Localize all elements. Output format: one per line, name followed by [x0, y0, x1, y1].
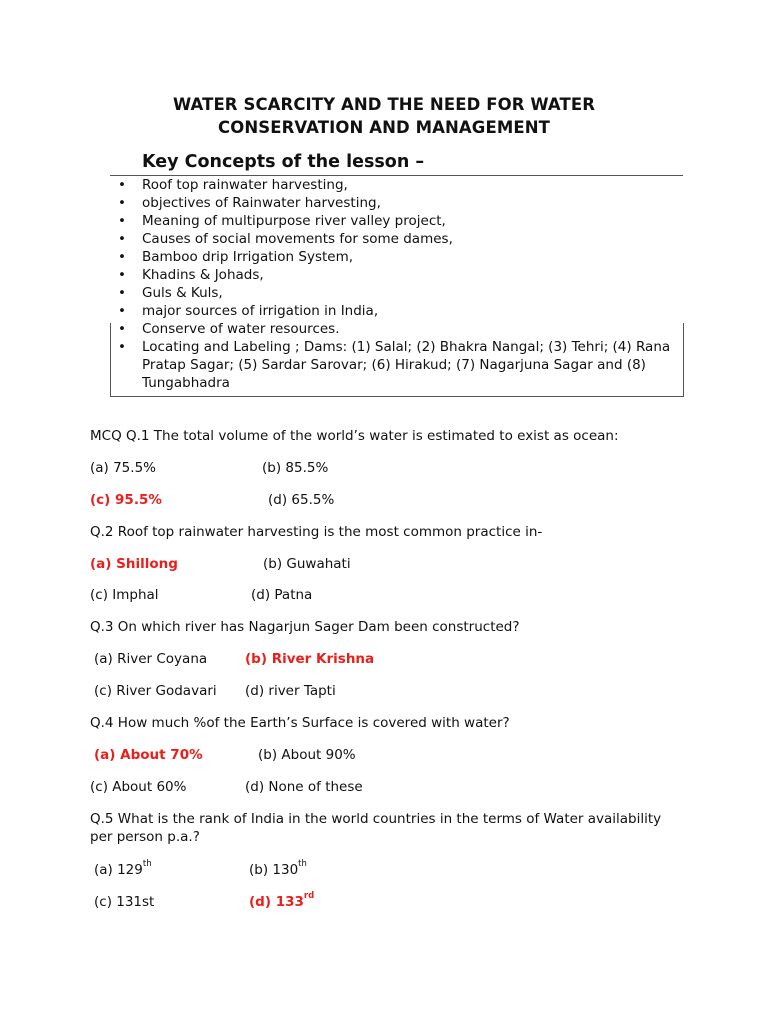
q1-option-b: (b) 85.5% [262, 460, 329, 476]
concept-item [110, 248, 675, 266]
concept-text: Conserve of water resources. [142, 321, 340, 337]
question-3-text: Q.3 On which river has Nagarjun Sager Dam been constructed? [90, 619, 520, 635]
key-concepts-list [110, 176, 675, 392]
concept-text: Roof top rainwater harvesting, [142, 177, 348, 193]
concept-text: objectives of Rainwater harvesting, [142, 195, 381, 211]
concept-text: major sources of irrigation in India, [142, 303, 379, 319]
concept-text: Bamboo drip Irrigation System, [142, 249, 354, 265]
q3-option-b-answer: (b) River Krishna [245, 651, 375, 667]
q2-option-c: (c) Imphal [90, 587, 159, 603]
key-concepts-heading: Key Concepts of the lesson – [142, 152, 425, 172]
concept-item [110, 338, 675, 392]
q5-option-a-suffix: th [142, 859, 152, 869]
bullet-icon: • [118, 213, 126, 229]
concept-item [110, 230, 675, 248]
q3-option-c: (c) River Godavari [94, 683, 217, 699]
document-title-line-2: CONSERVATION AND MANAGEMENT [218, 118, 550, 137]
bullet-icon: • [118, 231, 126, 247]
q5-option-a [94, 859, 152, 878]
bullet-icon: • [118, 321, 126, 337]
bullet-icon: • [118, 339, 126, 355]
concept-item [110, 194, 675, 212]
concept-item [110, 302, 675, 320]
question-2-text: Q.2 Roof top rainwater harvesting is the most common practice in- [90, 524, 543, 540]
bullet-icon: • [118, 285, 126, 301]
q4-option-a-answer: (a) About 70% [94, 747, 203, 763]
concept-item [110, 284, 675, 302]
concept-item [110, 266, 675, 284]
document-title-line-1: WATER SCARCITY AND THE NEED FOR WATER [172, 95, 596, 114]
q5-option-b-label: (b) 130 [249, 862, 299, 878]
concept-text: Locating and Labeling ; Dams: (1) Salal; (2) Bhakra Nangal; (3) Tehri; (4) Rana Pratap Sagar; (5) Sardar Sarovar; (6) Hirakud; (7) Nagarjuna Sagar and (8) Tungabhadra [142, 339, 671, 391]
q3-option-a: (a) River Coyana [94, 651, 208, 667]
bullet-icon: • [118, 267, 126, 283]
q2-option-b: (b) Guwahati [263, 556, 351, 572]
q5-option-b [249, 859, 307, 878]
bullet-icon: • [118, 249, 126, 265]
q2-option-a-answer: (a) Shillong [90, 556, 178, 572]
question-1-text: MCQ Q.1 The total volume of the world’s water is estimated to exist as ocean: [90, 428, 619, 444]
q5-option-c: (c) 131st [94, 894, 155, 910]
concept-text: Khadins & Johads, [142, 267, 264, 283]
q5-option-b-suffix: th [298, 859, 307, 869]
concept-item [110, 320, 675, 338]
bullet-icon: • [118, 177, 126, 193]
q5-option-d-label: (d) 133 [249, 894, 304, 910]
q5-option-a-label: (a) 129 [94, 862, 143, 878]
q5-option-d-answer [249, 891, 315, 910]
concept-text: Guls & Kuls, [142, 285, 223, 301]
q4-option-d: (d) None of these [245, 779, 363, 795]
concept-item [110, 212, 675, 230]
q5-option-d-suffix: rd [303, 891, 315, 901]
concept-item [110, 176, 675, 194]
q4-option-c: (c) About 60% [90, 779, 187, 795]
question-5-text-line-2: per person p.a.? [90, 829, 200, 845]
question-4-text: Q.4 How much %of the Earth’s Surface is covered with water? [90, 715, 510, 731]
q1-option-c-answer: (c) 95.5% [90, 492, 162, 508]
q4-option-b: (b) About 90% [258, 747, 356, 763]
q2-option-d: (d) Patna [251, 587, 313, 603]
question-5-text-line-1: Q.5 What is the rank of India in the world countries in the terms of Water availability [90, 811, 662, 827]
bullet-icon: • [118, 303, 126, 319]
q3-option-d: (d) river Tapti [245, 683, 336, 699]
q1-option-d: (d) 65.5% [268, 492, 335, 508]
concept-text: Meaning of multipurpose river valley project, [142, 213, 446, 229]
concept-text: Causes of social movements for some dames, [142, 231, 453, 247]
bullet-icon: • [118, 195, 126, 211]
q1-option-a: (a) 75.5% [90, 460, 156, 476]
